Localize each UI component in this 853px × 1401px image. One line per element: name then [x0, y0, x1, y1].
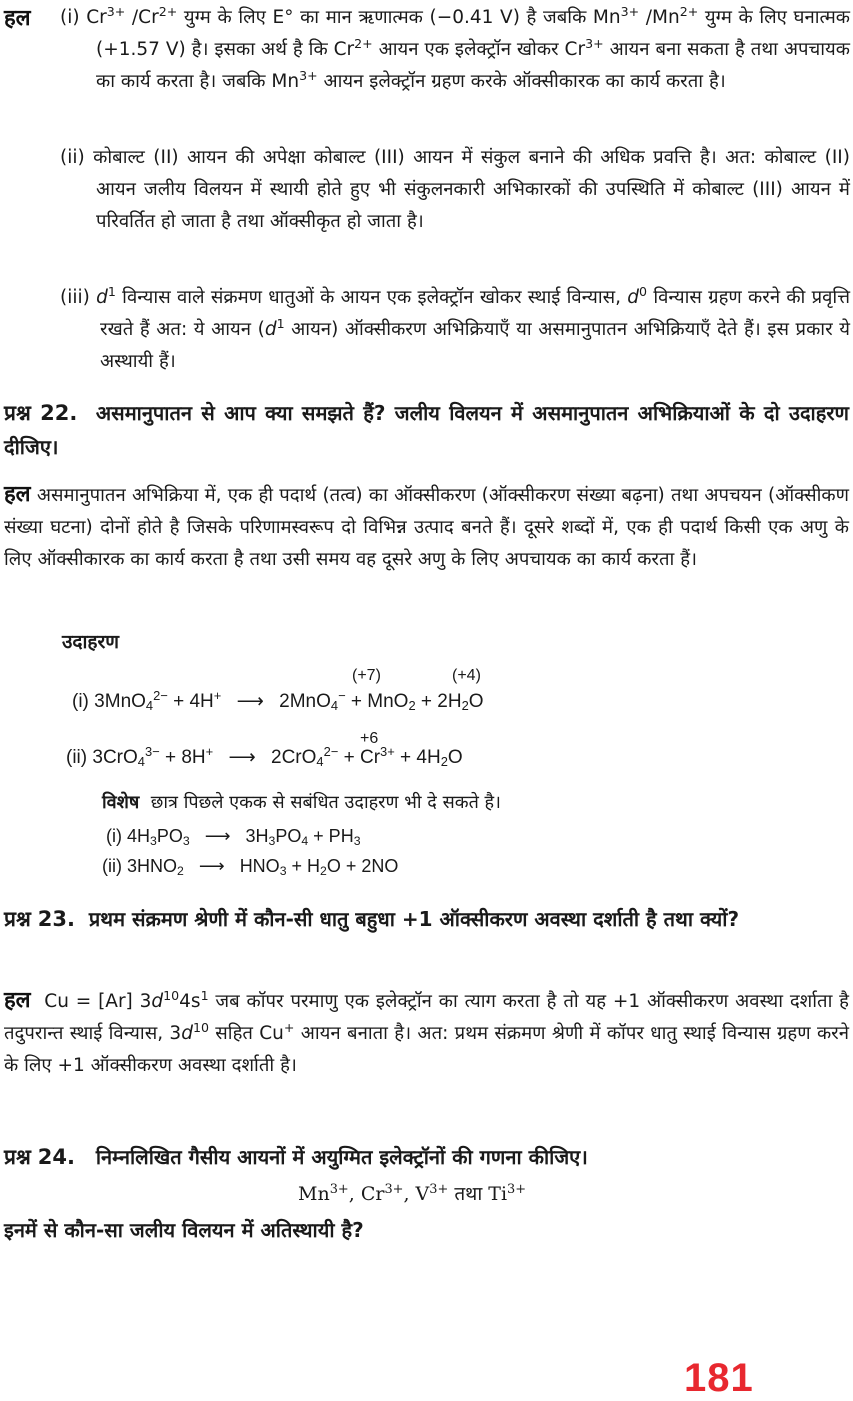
question-label: प्रश्न — [4, 1145, 31, 1169]
note-label: विशेष — [102, 792, 140, 813]
equation-2: (ii) 3CrO$_4^{3-}$ + 8H+ ⟶ $2CrO_4^{2-} + Cr^{3+} + 4H_2O$ — [66, 743, 463, 770]
item-number: (i) — [60, 7, 80, 28]
oxidation-state: (+4) — [452, 667, 481, 684]
arrow-icon: ⟶ — [236, 691, 264, 712]
page-number: 181 — [684, 1356, 754, 1400]
question-22 — [4, 396, 849, 464]
question-label: प्रश्न — [4, 401, 31, 425]
question-label: प्रश्न — [4, 907, 31, 931]
question-23 — [4, 902, 849, 936]
arrow-icon: ⟶ — [198, 856, 225, 876]
answer-23: हल Cu = [Ar] $3d^{10}4s^1$ जब कॉपर परमाणु एक इलेक्ट्रॉन का त्याग करता है तो यह +1 ऑक्सीकरण अवस्था दर्शाता है तदुपरान्त स्थाई विन्यास, $3d^{10}$ सहित Cu+ आयन बनाता है। अत: प्रथम संक्रमण श्रेणी में कॉपर धातु स्थाई विन्यास ग्रहण करने के लिए +1 ऑक्सीकरण अवस्था दर्शाती है। — [4, 987, 850, 1076]
question-number: 24. — [37, 1145, 75, 1169]
hal-label: हल — [4, 987, 31, 1013]
question-24-followup: इनमें से कौन-सा जलीय विलयन में अतिस्थायी है? — [4, 1218, 364, 1242]
question-text: प्रथम संक्रमण श्रेणी में कौन-सी धातु बहुधा +1 ऑक्सीकरण अवस्था दर्शाती है तथा क्यों? — [88, 907, 740, 931]
question-text: असमानुपातन से आप क्या समझते हैं? जलीय विलयन में असमानुपातन अभिक्रियाओं के दो उदाहरण दीजिए। — [4, 401, 850, 459]
examples-heading: उदाहरण — [62, 631, 120, 653]
answer-21-part-i: (i) $Cr^{3+}$ $/Cr^{2+}$ युग्म के लिए E° का मान ऋणात्मक (−0.41 V) है जबकि $Mn^{3+}$ $/Mn^{2+}$ युग्म के लिए घनात्मक (+1.57 V) है। इसका अर्थ है कि $Cr^{2+}$ आयन एक इलेक्ट्रॉन खोकर $Cr^{3+}$ आयन बना सकता है तथा अपचायक का कार्य करता है। जबकि $Mn^{3+}$ आयन इलेक्ट्रॉन ग्रहण करके ऑक्सीकारक का कार्य करता है। — [60, 4, 851, 92]
answer-21-part-iii: (iii) $d^1$ विन्यास वाले संक्रमण धातुओं के आयन एक इलेक्ट्रॉन खोकर स्थाई विन्यास, $d^0$ विन्यास ग्रहण करने की प्रवृत्ति रखते हैं अत: ये आयन ($d^1$ आयन) ऑक्सीकरण अभिक्रियाएँ या असमानुपातन अभिक्रियाएँ देते हैं। इस प्रकार ये अस्थायी हैं। — [60, 284, 850, 372]
item-number: (ii) — [60, 147, 85, 168]
answer-21-part-ii: (ii) कोबाल्ट (II) आयन की अपेक्षा कोबाल्ट (III) आयन में संकुल बनाने की अधिक प्रवत्ति है। अत: कोबाल्ट (II) आयन जलीय विलयन में स्थायी होते हुए भी संकुलनकारी अभिकारकों की उपस्थिति में कोबाल्ट (III) आयन में परिवर्तित हो जाता है तथा ऑक्सीकृत हो जाता है। — [60, 147, 850, 232]
ions-list: $Mn^{3+}$, $Cr^{3+}$, $V^{3+}$ तथा $Ti^{3+}$ — [298, 1181, 527, 1205]
note: विशेष छात्र पिछले एकक से सबंधित उदाहरण भी दे सकते है। — [102, 792, 501, 813]
question-24 — [4, 1140, 849, 1174]
equation-1: (i) 3MnO$_4^{2-}$ + 4H+ ⟶ $2MnO_4^- + MnO_2 + 2H_2O$ — [72, 687, 484, 714]
arrow-icon: ⟶ — [228, 747, 256, 768]
note-equation-1: (i) $4H_3PO_3$ ⟶ $3H_3PO_4 + PH_3$ — [106, 826, 361, 849]
question-number: 23. — [37, 907, 75, 931]
hal-label: हल — [4, 5, 31, 31]
arrow-icon: ⟶ — [204, 826, 231, 846]
hal-label: हल — [4, 481, 31, 507]
item-number: (iii) — [60, 287, 90, 308]
question-number: 22. — [40, 401, 78, 425]
note-equation-2: (ii) $3HNO_2$ ⟶ $HNO_3 + H_2O + 2NO$ — [102, 856, 399, 879]
question-text: निम्नलिखित गैसीय आयनों में अयुग्मित इलेक्ट्रॉनों की गणना कीजिए। — [95, 1145, 588, 1169]
answer-22: हल असमानुपातन अभिक्रिया में, एक ही पदार्थ (तत्व) का ऑक्सीकरण (ऑक्सीकरण संख्या बढ़ना) तथा अपचयन (ऑक्सीकण संख्या घटना) दोनों होते है जिसके परिणामस्वरूप दो विभिन्न उत्पाद बनते हैं। दूसरे शब्दों में, एक ही पदार्थ किसी एक अणु के लिए ऑक्सीकारक का कार्य करता है तथा उसी समय वह दूसरे अणु के लिए अपचायक का कार्य करता हैं। — [4, 481, 849, 570]
oxidation-state: +6 — [360, 730, 379, 747]
oxidation-state: (+7) — [352, 667, 381, 684]
